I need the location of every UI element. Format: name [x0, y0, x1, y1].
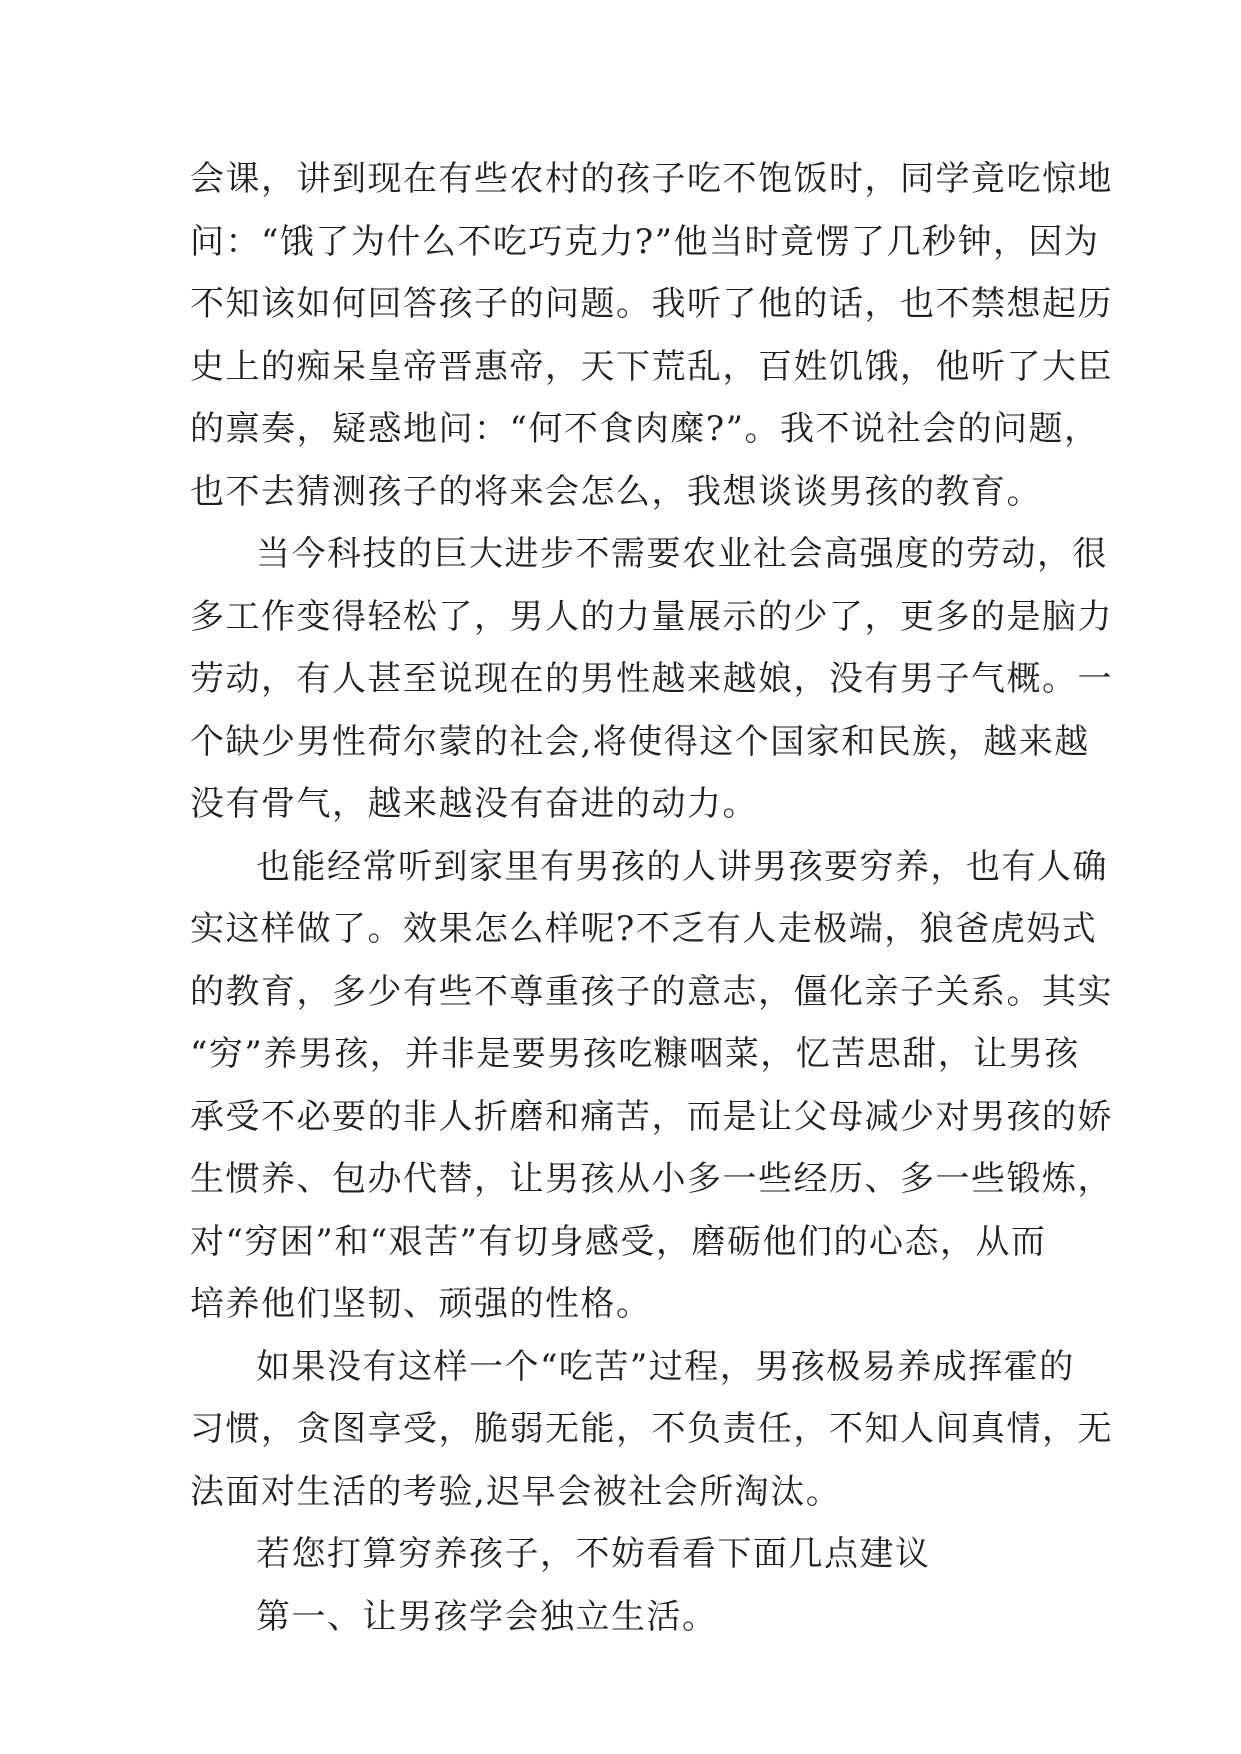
text-line: 对“穷困”和“艰苦”有切身感受，磨砺他们的心态，从而 [190, 1221, 1047, 1262]
text-line: 个缺少男性荷尔蒙的社会,将使得这个国家和民族，越来越 [190, 721, 1090, 762]
text-line: 若您打算穷养孩子，不妨看看下面几点建议 [256, 1534, 931, 1574]
paragraph-3 [190, 836, 1113, 1336]
text-line: 劳动，有人甚至说现在的男性越来越娘，没有男子气概。一 [190, 659, 1113, 699]
text-line: 多工作变得轻松了，男人的力量展示的少了，更多的是脑力 [190, 596, 1113, 637]
text-line: 法面对生活的考验,迟早会被社会所淘汰。 [190, 1471, 842, 1512]
text-line: 承受不必要的非人折磨和痛苦，而是让父母减少对男孩的娇 [190, 1096, 1113, 1137]
text-line: 也不去猜测孩子的将来会怎么，我想谈谈男孩的教育。 [190, 471, 1042, 512]
paragraph-2 [190, 523, 1113, 836]
text-line: 史上的痴呆皇帝晋惠帝，天下荒乱，百姓饥饿，他听了大臣 [190, 346, 1113, 387]
text-line: 会课，讲到现在有些农村的孩子吃不饱饭时，同学竟吃惊地 [190, 159, 1113, 199]
paragraph-6 [190, 1586, 1070, 1649]
text-line: 问：“饿了为什么不吃巧克力?”他当时竟愣了几秒钟，因为 [190, 221, 1100, 262]
text-line: 实这样做了。效果怎么样呢?不乏有人走极端，狼爸虎妈式 [190, 909, 1098, 949]
text-line: 第一、让男孩学会独立生活。 [256, 1596, 718, 1637]
text-line: 培养他们坚韧、顽强的性格。 [190, 1284, 652, 1324]
text-line: “穷”养男孩，并非是要男孩吃糠咽菜，忆苦思甜，让男孩 [190, 1034, 1080, 1074]
text-line: 习惯，贪图享受，脆弱无能，不负责任，不知人间真情，无 [190, 1409, 1113, 1449]
text-line: 不知该如何回答孩子的问题。我听了他的话，也不禁想起历 [190, 284, 1113, 324]
text-line: 当今科技的巨大进步不需要农业社会高强度的劳动，很 [256, 534, 1108, 574]
text-line: 的教育，多少有些不尊重孩子的意志，僵化亲子关系。其实 [190, 971, 1113, 1012]
text-line: 如果没有这样一个“吃苦”过程，男孩极易养成挥霍的 [256, 1346, 1075, 1387]
text-line: 没有骨气，越来越没有奋进的动力。 [190, 784, 758, 824]
text-line: 也能经常听到家里有男孩的人讲男孩要穷养，也有人确 [256, 846, 1108, 887]
paragraph-4 [190, 1336, 1113, 1524]
paragraph-5 [190, 1523, 1070, 1586]
paragraph-1 [190, 148, 1113, 523]
text-line: 的禀奏，疑惑地问：“何不食肉糜?”。我不说社会的问题， [190, 409, 1100, 449]
body-text [190, 148, 1113, 1648]
text-line: 生惯养、包办代替，让男孩从小多一些经历、多一些锻炼， [190, 1159, 1113, 1199]
